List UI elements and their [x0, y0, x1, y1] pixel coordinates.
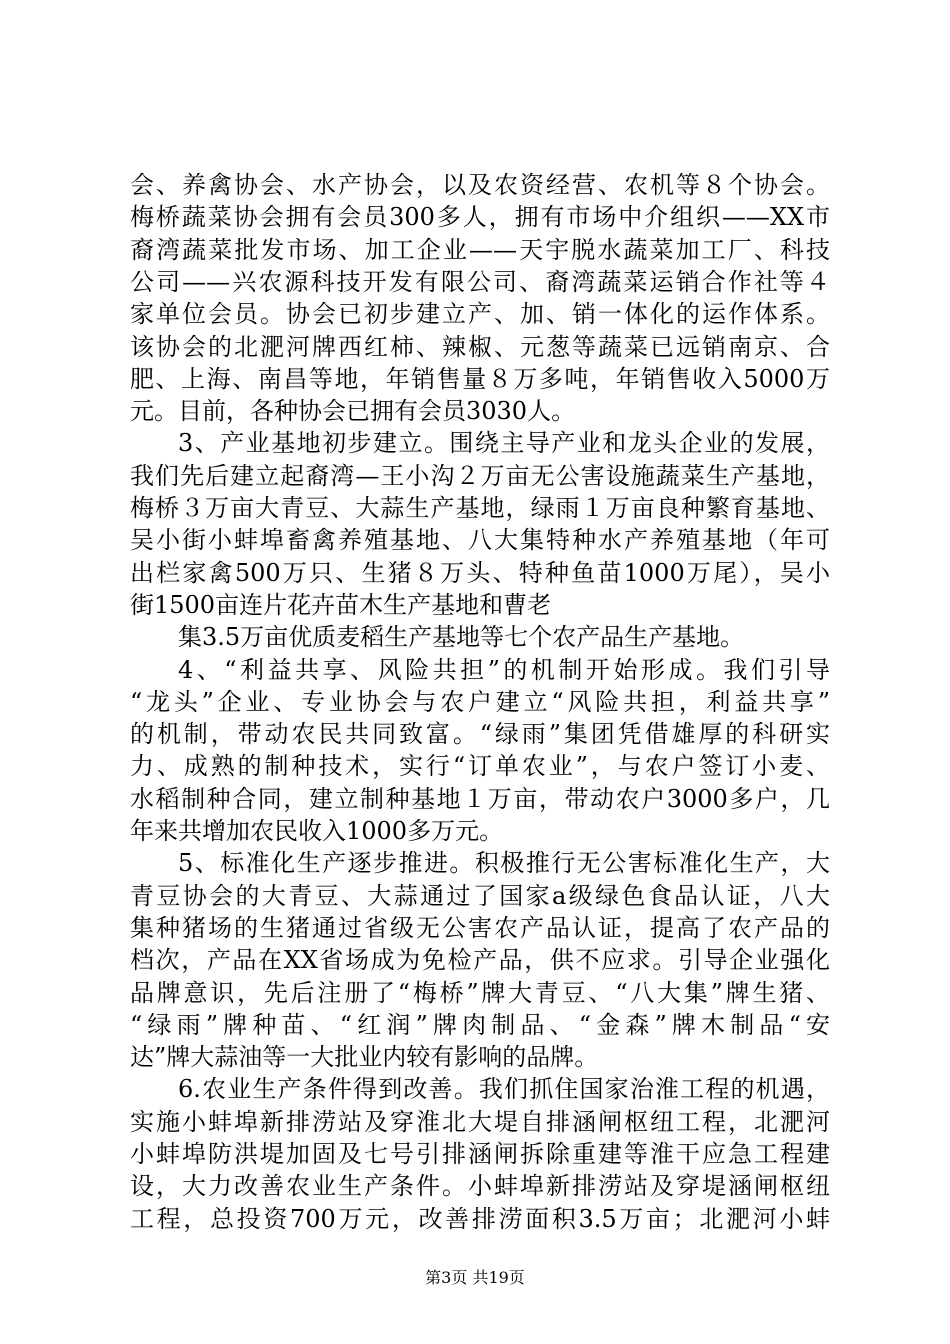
text-line: 出栏家禽500万只、生猪８万头、特种鱼苗1000万尾），吴小 [130, 558, 830, 587]
text-line: 3、产业基地初步建立。围绕主导产业和龙头企业的发展， [178, 429, 830, 458]
text-line: “绿雨”牌种苗、“红润”牌肉制品、“金森”牌木制品“安 [130, 1010, 830, 1039]
text-line: 吴小街小蚌埠畜禽养殖基地、八大集特种水产养殖基地（年可 [130, 526, 830, 555]
text-line: 小蚌埠防洪堤加固及七号引排涵闸拆除重建等淮干应急工程建 [130, 1140, 830, 1168]
text-line: 街1500亩连片花卉苗木生产基地和曹老 [130, 590, 552, 619]
text-line: 达”牌大蒜油等一大批业内较有影响的品牌。 [130, 1043, 599, 1072]
text-line: 工程，总投资700万元，改善排涝面积3.5万亩；北淝河小蚌 [130, 1204, 830, 1233]
text-line: 6.农业生产条件得到改善。我们抓住国家治淮工程的机遇， [178, 1075, 830, 1104]
text-line: 公司——兴农源科技开发有限公司、裔湾蔬菜运销合作社等４ [130, 267, 830, 296]
text-line: 裔湾蔬菜批发市场、加工企业——天宇脱水蔬菜加工厂、科技 [130, 235, 830, 264]
page-footer: 第3页 共19页 [425, 1268, 525, 1287]
text-line: 4、“利益共享、风险共担”的机制开始形成。我们引导 [178, 655, 830, 684]
text-line: 集3.5万亩优质麦稻生产基地等七个农产品生产基地。 [178, 623, 745, 652]
text-line: 5、标准化生产逐步推进。积极推行无公害标准化生产，大 [178, 849, 830, 878]
text-line: 元。目前，各种协会已拥有会员3030人。 [130, 397, 576, 426]
text-line: 集种猪场的生猪通过省级无公害农产品认证，提高了农产品的 [130, 913, 830, 942]
text-line: 实施小蚌埠新排涝站及穿淮北大堤自排涵闸枢纽工程，北淝河 [130, 1107, 830, 1136]
text-line: 设，大力改善农业生产条件。小蚌埠新排涝站及穿堤涵闸枢纽 [130, 1172, 830, 1201]
text-line: 该协会的北淝河牌西红柿、辣椒、元葱等蔬菜已远销南京、合 [130, 332, 830, 361]
text-line: “龙头”企业、专业协会与农户建立“风险共担，利益共享” [130, 687, 830, 716]
text-line: 年来共增加农民收入1000多万元。 [130, 817, 504, 845]
text-line: 水稻制种合同，建立制种基地１万亩，带动农户3000多户，几 [130, 784, 830, 813]
text-line: 我们先后建立起裔湾—王小沟２万亩无公害设施蔬菜生产基地， [130, 461, 830, 490]
text-line: 青豆协会的大青豆、大蒜通过了国家a级绿色食品认证，八大 [130, 881, 830, 910]
text-line: 梅桥蔬菜协会拥有会员300多人，拥有市场中介组织——XX市 [130, 203, 830, 232]
text-line: 力、成熟的制种技术，实行“订单农业”，与农户签订小麦、 [130, 752, 830, 781]
text-line: 档次，产品在XX省场成为免检产品，供不应求。引导企业强化 [130, 946, 830, 975]
text-line: 的机制，带动农民共同致富。“绿雨”集团凭借雄厚的科研实 [130, 720, 830, 749]
text-line: 会、养禽协会、水产协会，以及农资经营、农机等８个协会。 [130, 171, 830, 199]
text-line: 梅桥３万亩大青豆、大蒜生产基地，绿雨１万亩良种繁育基地、 [130, 494, 830, 522]
text-line: 品牌意识，先后注册了“梅桥”牌大青豆、“八大集”牌生猪、 [130, 978, 830, 1007]
text-line: 肥、上海、南昌等地，年销售量８万多吨，年销售收入5000万 [130, 364, 830, 393]
text-line: 家单位会员。协会已初步建立产、加、销一体化的运作体系。 [130, 300, 830, 329]
